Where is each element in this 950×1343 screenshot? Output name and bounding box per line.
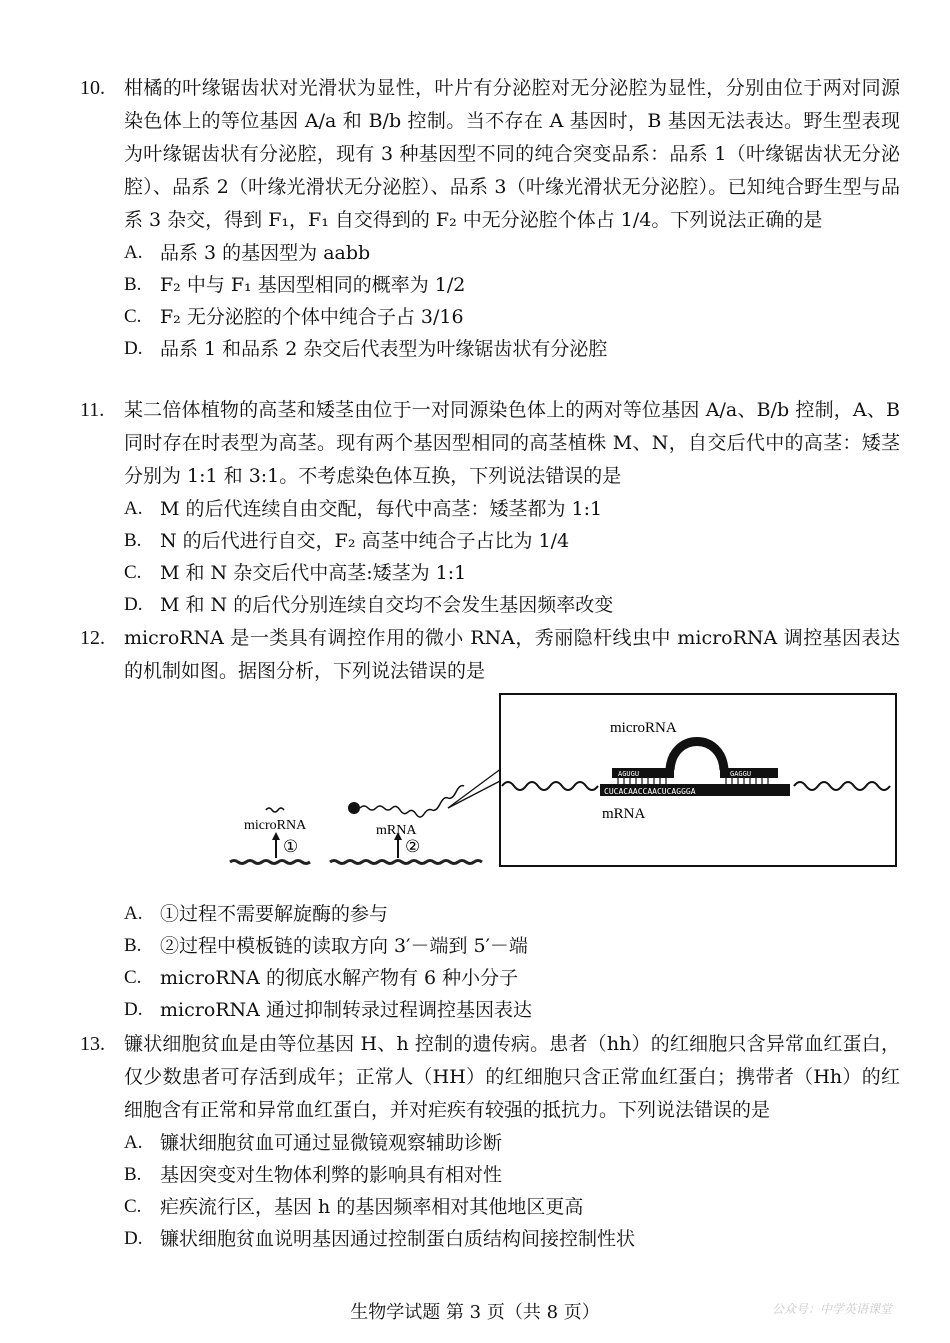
page-footer: 生物学试题 第 3 页（共 8 页） <box>350 1302 600 1323</box>
box-mrna-sequence: CUCACAACCAACUCAGGGA <box>604 787 696 796</box>
option-label: B. <box>124 274 142 295</box>
option <box>80 269 900 301</box>
option <box>80 301 900 333</box>
question-13 <box>80 1028 900 1255</box>
option-text: 基因突变对生物体利弊的影响具有相对性 <box>160 1164 503 1186</box>
option <box>80 1159 900 1191</box>
question-stem: microRNA 是一类具有调控作用的微小 RNA，秀丽隐杆线虫中 microRNA 调控基因表达的机制如图。据图分析，下列说法错误的是 <box>124 627 900 682</box>
arrow-1-head <box>272 832 280 840</box>
option <box>80 898 900 930</box>
micro-seq-left: AGUGU <box>618 770 640 778</box>
option-label: C. <box>124 562 142 583</box>
microrna-mechanism-figure <box>220 690 900 870</box>
option-label: A. <box>124 498 143 519</box>
callout-line-2 <box>448 780 502 808</box>
option-label: D. <box>124 594 143 615</box>
option-text: microRNA 通过抑制转录过程调控基因表达 <box>160 999 532 1021</box>
option-label: B. <box>124 530 142 551</box>
option-text: F₂ 无分泌腔的个体中纯合子占 3/16 <box>160 306 464 328</box>
option-label: D. <box>124 1228 143 1249</box>
question-stem: 某二倍体植物的高茎和矮茎由位于一对同源染色体上的两对等位基因 A/a、B/b 控制，A、B 同时存在时表型为高茎。现有两个基因型相同的高茎植株 M、N，自交后代中的高茎：矮茎分别为 1:1 和 3:1。不考虑染色体互换，下列说法错误的是 <box>124 399 900 487</box>
question-10 <box>80 72 900 365</box>
watermark: 公众号：中学英语课堂 <box>771 1302 892 1316</box>
option-label: D. <box>124 999 143 1020</box>
option-text: 疟疾流行区，基因 h 的基因频率相对其他地区更高 <box>160 1196 584 1218</box>
question-number: 13. <box>80 1033 105 1055</box>
question-stem: 柑橘的叶缘锯齿状对光滑状为显性，叶片有分泌腔对无分泌腔为显性，分别由位于两对同源染色体上的等位基因 A/a 和 B/b 控制。当不存在 A 基因时，B 基因无法表达。野生型表现为叶缘锯齿状有分泌腔，现有 3 种基因型不同的纯合突变品系：品系 1（叶缘锯齿状无分泌腔）、品系 2（叶缘光滑状无分泌腔）、品系 3（叶缘光滑状无分泌腔）。已知纯合野生型与品系 3 杂交，得到 F₁，F₁ 自交得到的 F₂ 中无分泌腔个体占 1/4。下列说法正确的是 <box>124 77 900 231</box>
option-label: B. <box>124 1164 142 1185</box>
option-label: C. <box>124 306 142 327</box>
option-text: ②过程中模板链的读取方向 3′－端到 5′－端 <box>160 935 528 957</box>
option-label: A. <box>124 903 143 924</box>
question-12 <box>80 622 900 688</box>
box-mrna-label: mRNA <box>602 806 646 822</box>
micro-seq-right: GAGGU <box>730 770 752 778</box>
option <box>80 1127 900 1159</box>
option <box>80 589 900 621</box>
question-stem: 镰状细胞贫血是由等位基因 H、h 控制的遗传病。患者（hh）的红细胞只含异常血红蛋白，仅少数患者可存活到成年；正常人（HH）的红细胞只含正常血红蛋白；携带者（Hh）的红细胞含有正常和异常血红蛋白，并对疟疾有较强的抵抗力。下列说法错误的是 <box>124 1033 900 1121</box>
option-label: C. <box>124 1196 142 1217</box>
option-text: F₂ 中与 F₁ 基因型相同的概率为 1/2 <box>160 274 466 296</box>
question-number: 10. <box>80 77 105 99</box>
option-label: D. <box>124 338 143 359</box>
option <box>80 237 900 269</box>
dna-strand-left <box>230 861 310 864</box>
option <box>80 930 900 962</box>
detail-box <box>500 694 896 866</box>
option <box>80 1191 900 1223</box>
option <box>80 1223 900 1255</box>
option-label: A. <box>124 242 143 263</box>
mrna-cap <box>348 802 360 814</box>
option-text: microRNA 的彻底水解产物有 6 种小分子 <box>160 967 519 989</box>
question-12-options <box>80 898 900 1026</box>
microrna-squiggle <box>266 808 284 812</box>
option <box>80 525 900 557</box>
process-2-label: ② <box>405 837 421 857</box>
option <box>80 962 900 994</box>
option-label: C. <box>124 967 142 988</box>
left-microrna-label: microRNA <box>244 818 307 833</box>
option-text: 品系 1 和品系 2 杂交后代表型为叶缘锯齿状有分泌腔 <box>160 338 608 360</box>
left-mrna-label: mRNA <box>376 823 417 838</box>
option-text: M 的后代连续自由交配，每代中高茎：矮茎都为 1:1 <box>160 498 603 520</box>
process-1-label: ① <box>283 837 299 857</box>
option-text: ①过程不需要解旋酶的参与 <box>160 903 389 925</box>
option-text: N 的后代进行自交，F₂ 高茎中纯合子占比为 1/4 <box>160 530 570 552</box>
option-text: 镰状细胞贫血说明基因通过控制蛋白质结构间接控制性状 <box>160 1228 636 1250</box>
question-11 <box>80 394 900 621</box>
question-number: 11. <box>80 399 105 421</box>
option <box>80 333 900 365</box>
callout-line-1 <box>448 768 502 808</box>
dna-strand-right <box>330 861 482 864</box>
option-text: 品系 3 的基因型为 aabb <box>160 242 371 264</box>
option-text: M 和 N 的后代分别连续自交均不会发生基因频率改变 <box>160 594 614 616</box>
option-label: A. <box>124 1132 143 1153</box>
option <box>80 557 900 589</box>
mrna-strand <box>360 786 464 817</box>
question-number: 12. <box>80 627 105 649</box>
box-microrna-label: microRNA <box>610 720 677 736</box>
option-text: 镰状细胞贫血可通过显微镜观察辅助诊断 <box>160 1132 503 1154</box>
option-text: M 和 N 杂交后代中高茎:矮茎为 1:1 <box>160 562 467 584</box>
option <box>80 994 900 1026</box>
option <box>80 493 900 525</box>
option-label: B. <box>124 935 142 956</box>
